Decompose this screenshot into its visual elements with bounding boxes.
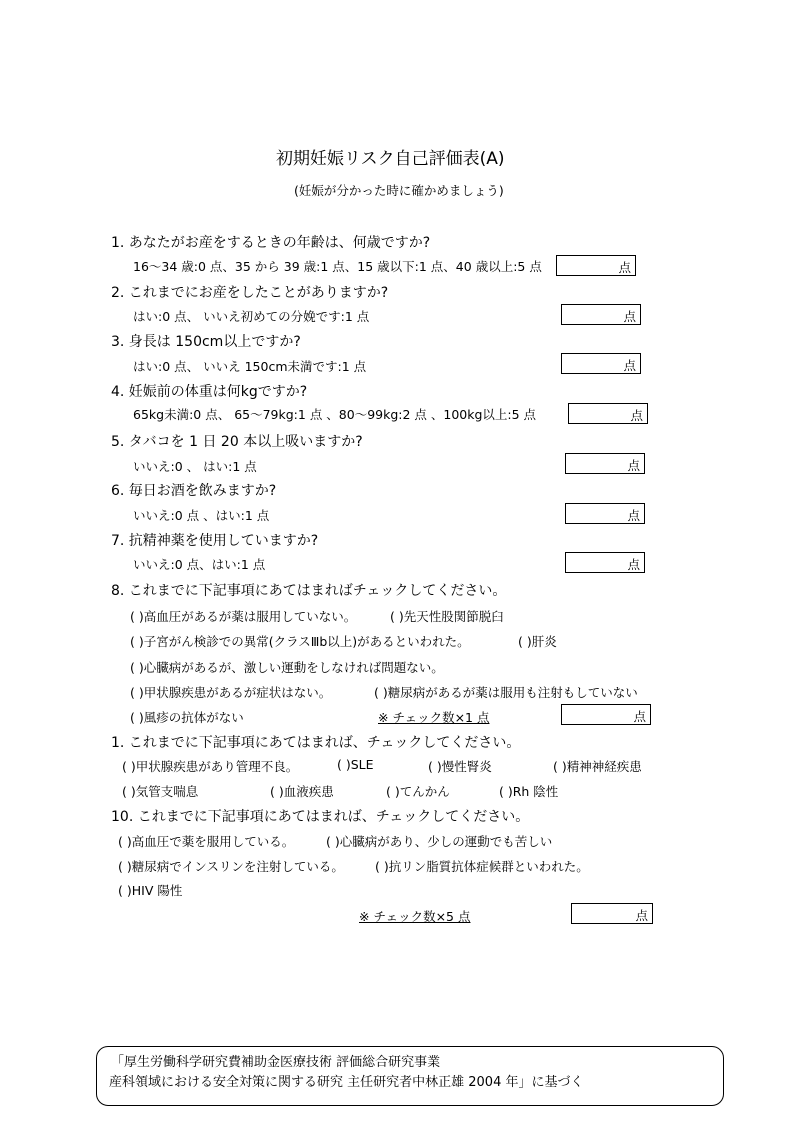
score-unit: 点 <box>627 557 640 572</box>
score-unit: 点 <box>618 260 631 275</box>
score-unit: 点 <box>635 908 648 923</box>
check-item[interactable]: ( )糖尿病があるが薬は服用も注射もしていない <box>374 685 638 700</box>
score-box-1[interactable] <box>556 255 636 276</box>
check-item[interactable]: ( )甲状腺疾患があるが症状はない。 <box>130 685 332 700</box>
question-7-options: いいえ:0 点、はい:1 点 <box>133 557 266 572</box>
score-unit: 点 <box>623 309 636 324</box>
question-3: 3. 身長は 150cm以上ですか? <box>111 334 301 350</box>
score-box-5[interactable] <box>565 453 645 474</box>
check-item[interactable]: ( )抗リン脂質抗体症候群といわれた。 <box>375 859 589 874</box>
check-count-note: ※ チェック数×1 点 <box>378 710 490 725</box>
score-box-6[interactable] <box>565 503 645 524</box>
score-box-4[interactable] <box>568 403 648 424</box>
question-1: 1. あなたがお産をするときの年齢は、何歳ですか? <box>111 235 431 251</box>
check-item[interactable]: ( )Rh 陰性 <box>499 784 559 799</box>
check-item[interactable]: ( )てんかん <box>386 784 450 799</box>
check-item[interactable]: ( )風疹の抗体がない <box>130 710 244 725</box>
check-item[interactable]: ( )慢性腎炎 <box>428 759 492 774</box>
question-8-heading: 8. これまでに下記事項にあてはまればチェックしてください。 <box>111 583 507 599</box>
question-10-heading: 10. これまでに下記事項にあてはまれば、チェックしてください。 <box>111 809 530 825</box>
question-6: 6. 毎日お酒を飲みますか? <box>111 483 277 499</box>
source-citation-box <box>96 1046 724 1106</box>
score-unit: 点 <box>623 358 636 373</box>
check-item[interactable]: ( )高血圧で薬を服用している。 <box>118 834 295 849</box>
question-1-options: 16～34 歳:0 点、35 から 39 歳:1 点、15 歳以下:1 点、40 歳以上:5 点 <box>133 259 542 274</box>
citation-line-1: 「厚生労働科学研究費補助金医療技術 評価総合研究事業 <box>111 1055 441 1070</box>
question-3-options: はい:0 点、 いいえ 150cm未満です:1 点 <box>133 359 367 374</box>
check-item[interactable]: ( )精神神経疾患 <box>553 759 642 774</box>
score-box-8[interactable] <box>561 704 651 725</box>
check-item[interactable]: ( )HIV 陽性 <box>118 883 183 898</box>
check-item[interactable]: ( )先天性股関節脱臼 <box>390 609 504 624</box>
page-title: 初期妊娠リスク自己評価表(A) <box>276 149 505 169</box>
check-item[interactable]: ( )甲状腺疾患があり管理不良。 <box>122 759 299 774</box>
question-2: 2. これまでにお産をしたことがありますか? <box>111 285 389 301</box>
check-item[interactable]: ( )糖尿病でインスリンを注射している。 <box>118 859 344 874</box>
check-item[interactable]: ( )高血圧があるが薬は服用していない。 <box>130 609 357 624</box>
check-item[interactable]: ( )子宮がん検診での異常(クラスⅢb以上)があるといわれた。 <box>130 634 470 649</box>
check-count-note: ※ チェック数×5 点 <box>359 909 471 924</box>
citation-line-2: 産科領域における安全対策に関する研究 主任研究者中林正雄 2004 年」に基づく <box>109 1075 584 1090</box>
question-7: 7. 抗精神薬を使用していますか? <box>111 533 319 549</box>
score-box-2[interactable] <box>561 304 641 325</box>
question-9-heading: 1. これまでに下記事項にあてはまれば、チェックしてください。 <box>111 735 521 751</box>
question-6-options: いいえ:0 点 、はい:1 点 <box>133 508 270 523</box>
check-item[interactable]: ( )心臓病があり、少しの運動でも苦しい <box>326 834 553 849</box>
page-subtitle: (妊娠が分かった時に確かめましょう) <box>294 183 504 198</box>
check-item[interactable]: ( )心臓病があるが、激しい運動をしなければ問題ない。 <box>130 660 444 675</box>
check-item[interactable]: ( )肝炎 <box>518 634 557 649</box>
question-5: 5. タバコを 1 日 20 本以上吸いますか? <box>111 434 363 450</box>
score-box-7[interactable] <box>565 552 645 573</box>
score-box-3[interactable] <box>561 353 641 374</box>
score-unit: 点 <box>627 458 640 473</box>
check-item[interactable]: ( )血液疾患 <box>270 784 334 799</box>
score-unit: 点 <box>633 709 646 724</box>
question-4: 4. 妊娠前の体重は何kgですか? <box>111 384 308 400</box>
check-item[interactable]: ( )気管支喘息 <box>122 784 199 799</box>
check-item[interactable]: ( )SLE <box>337 757 374 772</box>
question-4-options: 65kg未満:0 点、 65～79kg:1 点 、80～99kg:2 点 、100kg以上:5 点 <box>133 407 537 422</box>
question-5-options: いいえ:0 、 はい:1 点 <box>133 459 257 474</box>
score-unit: 点 <box>630 408 643 423</box>
score-box-10[interactable] <box>571 903 653 924</box>
question-2-options: はい:0 点、 いいえ初めての分娩です:1 点 <box>133 309 370 324</box>
score-unit: 点 <box>627 508 640 523</box>
